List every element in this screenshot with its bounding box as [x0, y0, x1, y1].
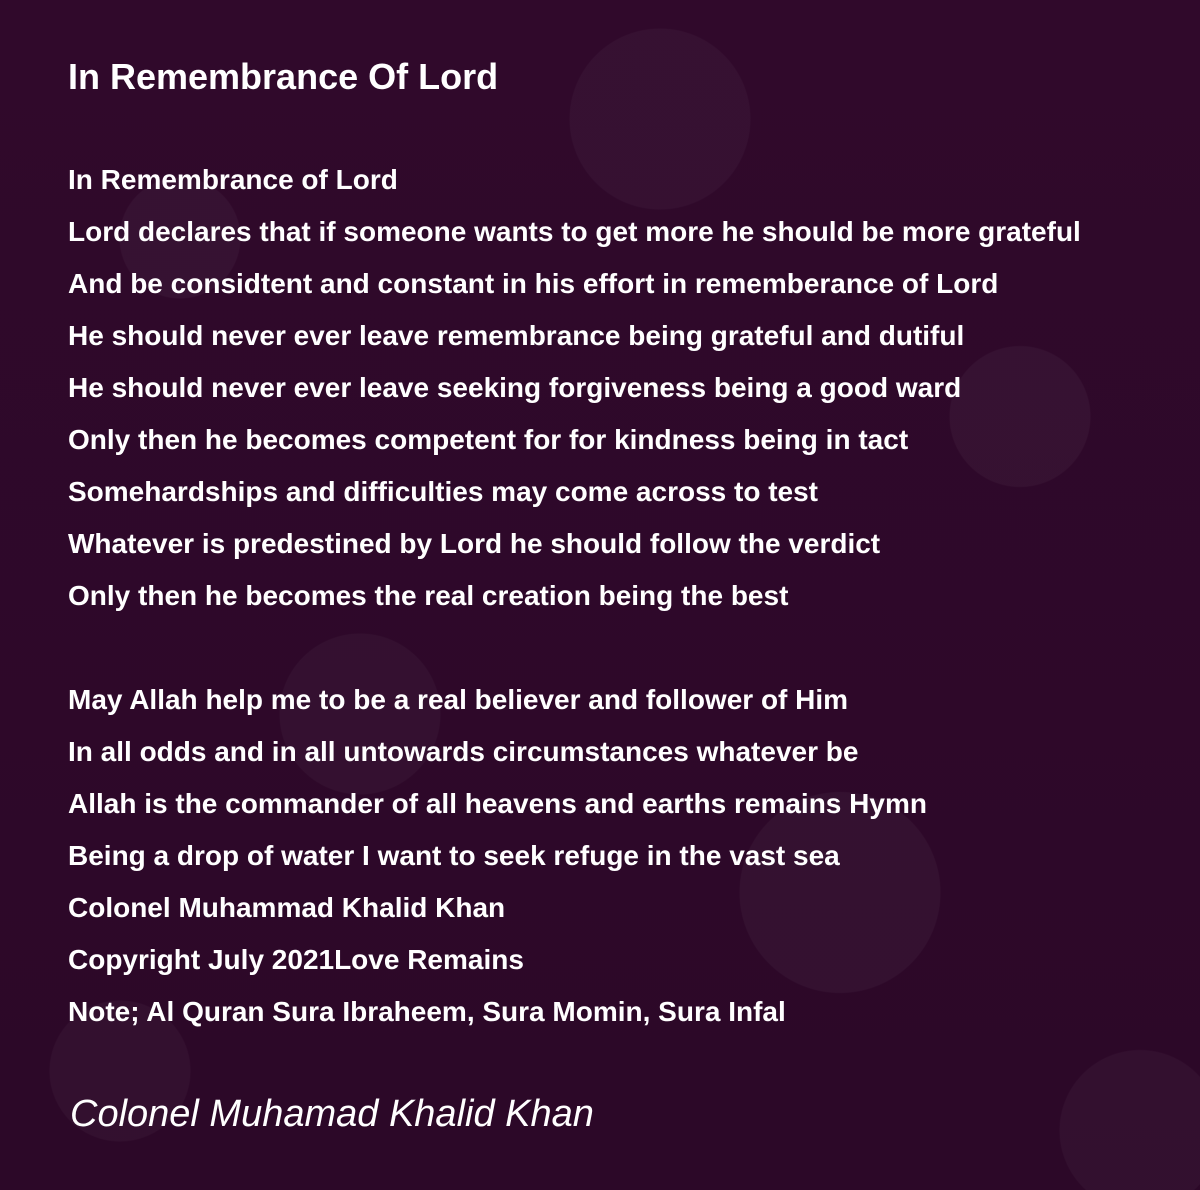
- poem-line: Only then he becomes competent for for kindness being in tact: [68, 424, 909, 455]
- poem-line: Note; Al Quran Sura Ibraheem, Sura Momin, Sura Infal: [68, 996, 786, 1027]
- poem-line: He should never ever leave remembrance being grateful and dutiful: [68, 320, 965, 351]
- poem-title: In Remembrance Of Lord: [68, 56, 499, 97]
- poem-line: Copyright July 2021Love Remains: [68, 944, 524, 975]
- poem-line: Only then he becomes the real creation being the best: [68, 580, 789, 611]
- poem-line: Whatever is predestined by Lord he should follow the verdict: [68, 528, 881, 559]
- poem-line: Colonel Muhammad Khalid Khan: [68, 892, 506, 923]
- stanza-1: [68, 154, 1200, 622]
- poem-line: May Allah help me to be a real believer and follower of Him: [68, 684, 849, 715]
- poem-line: In all odds and in all untowards circumstances whatever be: [68, 736, 859, 767]
- poem-line: Somehardships and difficulties may come across to test: [68, 476, 818, 507]
- poem-line: Lord declares that if someone wants to get more he should be more grateful: [68, 216, 1081, 247]
- stanza-2: [68, 674, 1200, 1038]
- poem-line: And be considtent and constant in his effort in rememberance of Lord: [68, 268, 999, 299]
- poem-body: [68, 154, 1200, 1090]
- poem-line: Allah is the commander of all heavens and earths remains Hymn: [68, 788, 927, 819]
- poem-line: In Remembrance of Lord: [68, 164, 398, 195]
- poem-line: Being a drop of water I want to seek refuge in the vast sea: [68, 840, 840, 871]
- poem-author: Colonel Muhamad Khalid Khan: [70, 1093, 594, 1135]
- poem-line: He should never ever leave seeking forgiveness being a good ward: [68, 372, 962, 403]
